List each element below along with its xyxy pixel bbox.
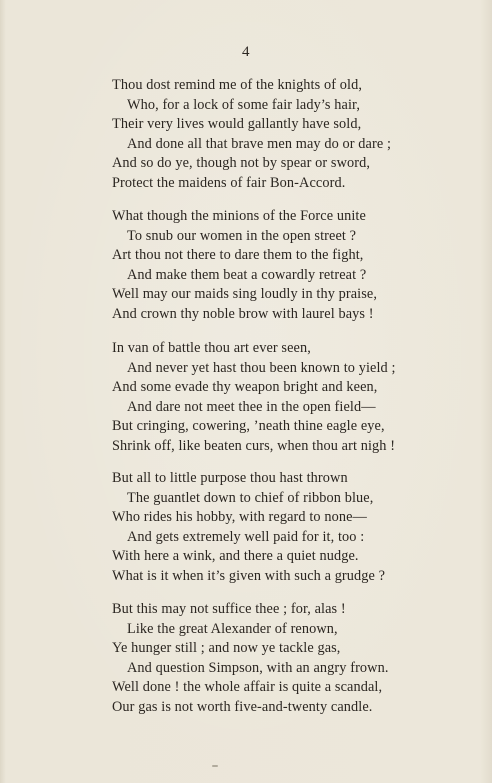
poem-line: Who, for a lock of some fair lady’s hair, <box>127 96 360 113</box>
page-number: 4 <box>242 44 250 60</box>
stanza-2 <box>112 207 472 324</box>
poem-line: Art thou not there to dare them to the fight, <box>112 247 364 263</box>
poem-line: In van of battle thou art ever seen, <box>112 340 311 356</box>
poem-line: And make them beat a cowardly retreat ? <box>127 266 367 283</box>
poem-line: With here a wink, and there a quiet nudge. <box>112 548 359 564</box>
poem-line: The guantlet down to chief of ribbon blue, <box>127 489 374 506</box>
poem-line: Thou dost remind me of the knights of old, <box>112 77 362 93</box>
poem-line: And some evade thy weapon bright and keen, <box>112 379 378 395</box>
poem-line: Their very lives would gallantly have sold, <box>112 116 362 132</box>
stanza-1 <box>112 76 472 193</box>
paper-speck <box>212 765 218 767</box>
poem-line: Like the great Alexander of renown, <box>127 620 338 637</box>
poem-line: And so do ye, though not by spear or sword, <box>112 155 371 171</box>
stanza-4 <box>112 469 472 586</box>
poem-line: But all to little purpose thou hast thrown <box>112 470 348 486</box>
poem-line: And gets extremely well paid for it, too : <box>127 528 365 545</box>
poem-line: Well may our maids sing loudly in thy praise, <box>112 286 378 302</box>
poem-line: And never yet hast thou been known to yield ; <box>127 359 396 376</box>
poem-line: Protect the maidens of fair Bon-Accord. <box>112 174 346 191</box>
poem-line: But this may not suffice thee ; for, alas ! <box>112 601 346 617</box>
poem-line: Who rides his hobby, with regard to none— <box>112 509 367 525</box>
poem-line: And done all that brave men may do or dare ; <box>127 135 392 152</box>
poem-line: What though the minions of the Force unite <box>112 208 366 224</box>
poem-line: Ye hunger still ; and now ye tackle gas, <box>112 640 341 656</box>
stanza-3 <box>112 339 472 456</box>
poem-line: Shrink off, like beaten curs, when thou art nigh ! <box>112 437 396 454</box>
stanza-5 <box>112 600 472 717</box>
poem-line: And crown thy noble brow with laurel bays ! <box>112 305 374 322</box>
poem-line: Well done ! the whole affair is quite a scandal, <box>112 679 383 695</box>
poem-line: And dare not meet thee in the open field— <box>127 398 376 415</box>
poem-line: To snub our women in the open street ? <box>127 227 357 244</box>
poem-line: And question Simpson, with an angry frown. <box>127 659 389 676</box>
poem-line: Our gas is not worth five-and-twenty candle. <box>112 698 373 715</box>
poem-line: What is it when it’s given with such a grudge ? <box>112 567 386 584</box>
poem-line: But cringing, cowering, ’neath thine eagle eye, <box>112 418 385 434</box>
